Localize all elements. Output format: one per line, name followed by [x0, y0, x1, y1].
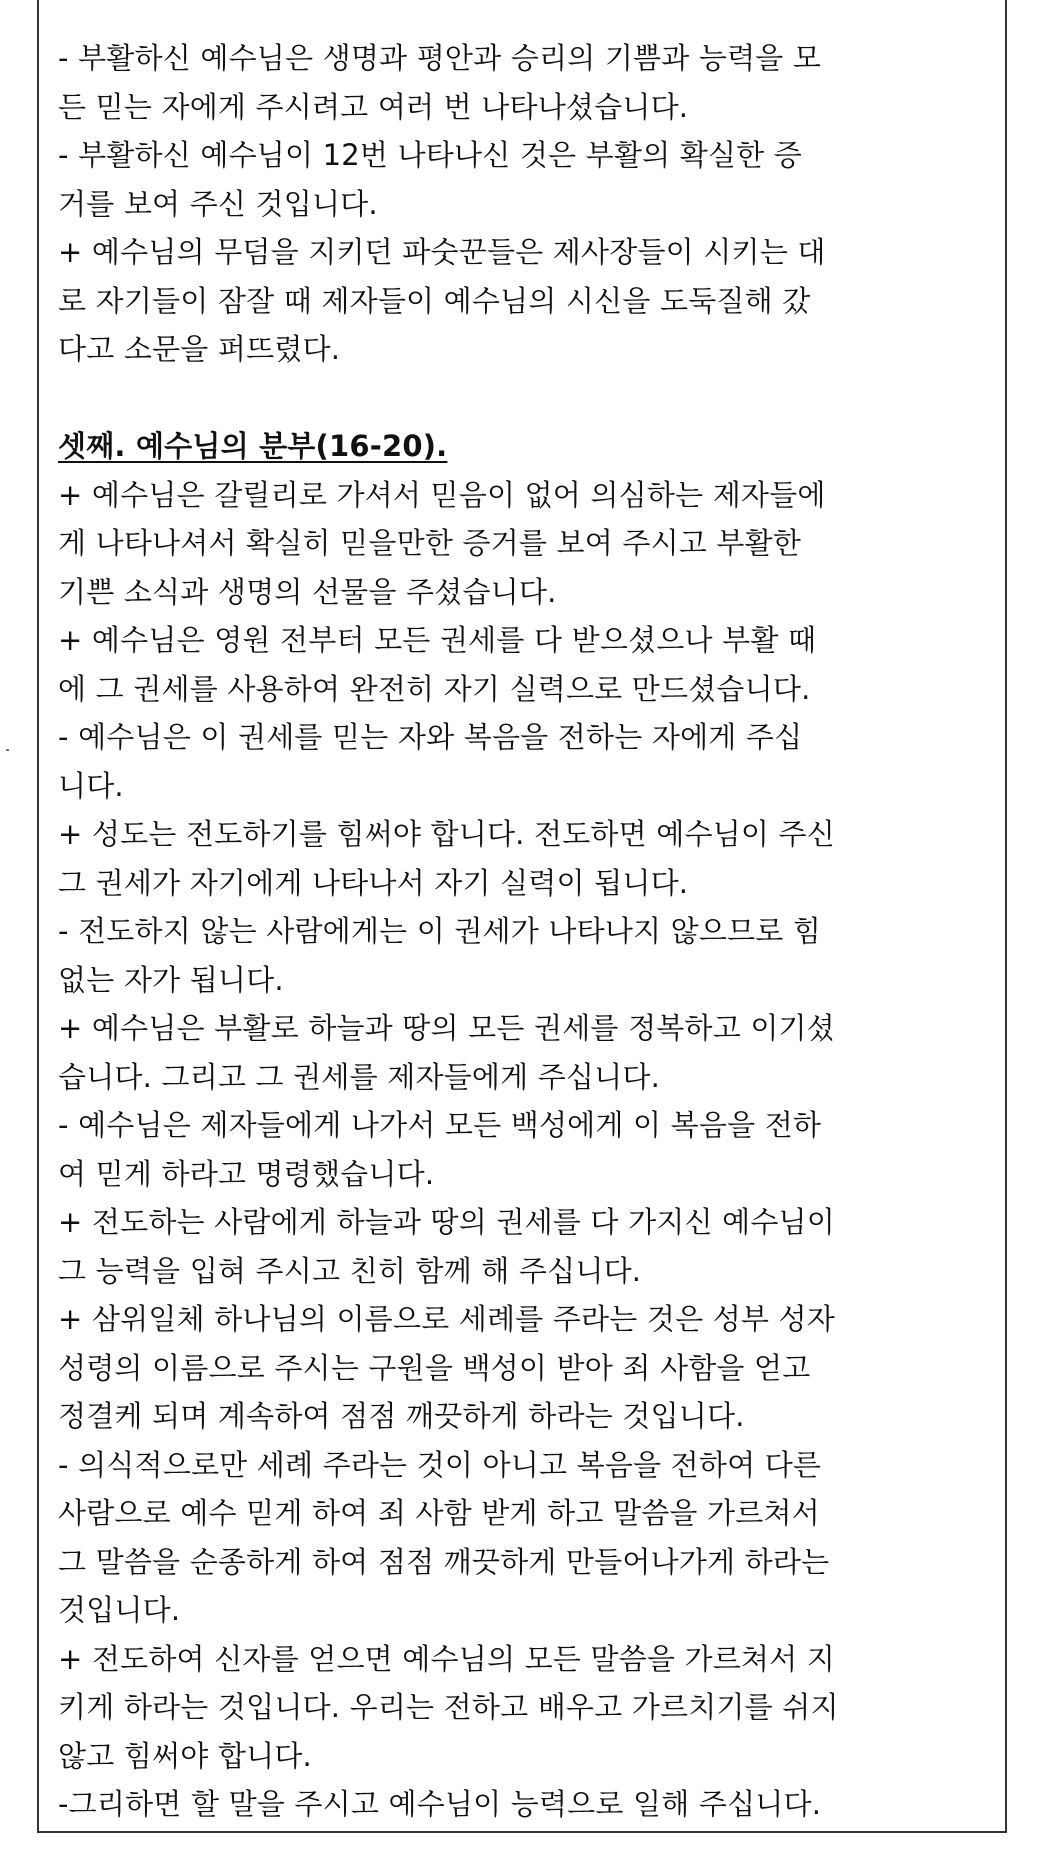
text-line: 키게 하라는 것입니다. 우리는 전하고 배우고 가르치기를 쉬지	[58, 1690, 839, 1724]
text-line: 그 권세가 자기에게 나타나서 자기 실력이 됩니다.	[58, 865, 689, 900]
text-line: 그 말씀을 순종하게 하여 점점 깨끗하게 만들어나가게 하라는	[58, 1544, 830, 1579]
text-line: + 삼위일체 하나님의 이름으로 세례를 주라는 것은 성부 성자	[58, 1302, 835, 1336]
text-line: 없는 자가 됩니다.	[58, 962, 284, 997]
text-line: 게 나타나셔서 확실히 믿을만한 증거를 보여 주시고 부활한	[58, 526, 802, 560]
text-line: 거를 보여 주신 것입니다.	[58, 186, 378, 221]
text-line: 사람으로 예수 믿게 하여 죄 사함 받게 하고 말씀을 가르쳐서	[58, 1496, 820, 1530]
text-line: - 부활하신 예수님이 12번 나타나신 것은 부활의 확실한 증	[58, 138, 803, 172]
text-line: + 예수님은 부활로 하늘과 땅의 모든 권세를 정복하고 이기셨	[58, 1011, 835, 1045]
text-line: + 전도하여 신자를 얻으면 예수님의 모든 말씀을 가르쳐서 지	[58, 1641, 835, 1676]
text-line: 습니다. 그리고 그 권세를 제자들에게 주십니다.	[58, 1059, 660, 1094]
text-line: 않고 힘써야 합니다.	[58, 1738, 312, 1773]
section-heading: 셋째. 예수님의 분부(16-20).	[58, 429, 448, 463]
text-line: - 의식적으로만 세례 주라는 것이 아니고 복음을 전하여 다른	[58, 1447, 822, 1482]
text-line: + 예수님의 무덤을 지키던 파숫꾼들은 제사장들이 시키는 대	[58, 235, 826, 269]
text-line: -그리하면 할 말을 주시고 예수님이 능력으로 일해 주십니다.	[58, 1787, 822, 1821]
text-line: 든 믿는 자에게 주시려고 여러 번 나타나셨습니다.	[58, 89, 689, 124]
text-line: - 예수님은 제자들에게 나가서 모든 백성에게 이 복음을 전하	[58, 1108, 822, 1142]
text-line: - 예수님은 이 권세를 믿는 자와 복음을 전하는 자에게 주십	[58, 720, 803, 754]
stray-mark	[6, 749, 9, 751]
text-line: + 예수님은 갈릴리로 가셔서 믿음이 없어 의심하는 제자들에	[58, 477, 826, 512]
text-line: + 성도는 전도하기를 힘써야 합니다. 전도하면 예수님이 주신	[58, 817, 835, 851]
document-body	[58, 34, 988, 1829]
text-line: 정결케 되며 계속하여 점점 깨끗하게 하라는 것입니다.	[58, 1399, 745, 1433]
text-line: 것입니다.	[58, 1593, 181, 1627]
text-line: 기쁜 소식과 생명의 선물을 주셨습니다.	[58, 574, 557, 609]
text-line: 성령의 이름으로 주시는 구원을 백성이 받아 죄 사함을 얻고	[58, 1350, 811, 1385]
text-line: 에 그 권세를 사용하여 완전히 자기 실력으로 만드셨습니다.	[58, 671, 811, 706]
blank-line	[58, 374, 988, 423]
text-line: + 예수님은 영원 전부터 모든 권세를 다 받으셨으나 부활 때	[58, 623, 817, 657]
text-line: 그 능력을 입혀 주시고 친히 함께 해 주십니다.	[58, 1253, 642, 1288]
text-line: 다고 소문을 퍼뜨렸다.	[58, 332, 341, 366]
text-line: 니다.	[58, 768, 124, 803]
text-line: 여 믿게 하라고 명령했습니다.	[58, 1156, 435, 1191]
text-line: - 전도하지 않는 사람에게는 이 권세가 나타나지 않으므로 힘	[58, 914, 822, 948]
text-line: + 전도하는 사람에게 하늘과 땅의 권세를 다 가지신 예수님이	[58, 1205, 835, 1239]
text-line: 로 자기들이 잠잘 때 제자들이 예수님의 시신을 도둑질해 갔	[58, 283, 811, 318]
text-line: - 부활하신 예수님은 생명과 평안과 승리의 기쁨과 능력을 모	[58, 41, 822, 75]
